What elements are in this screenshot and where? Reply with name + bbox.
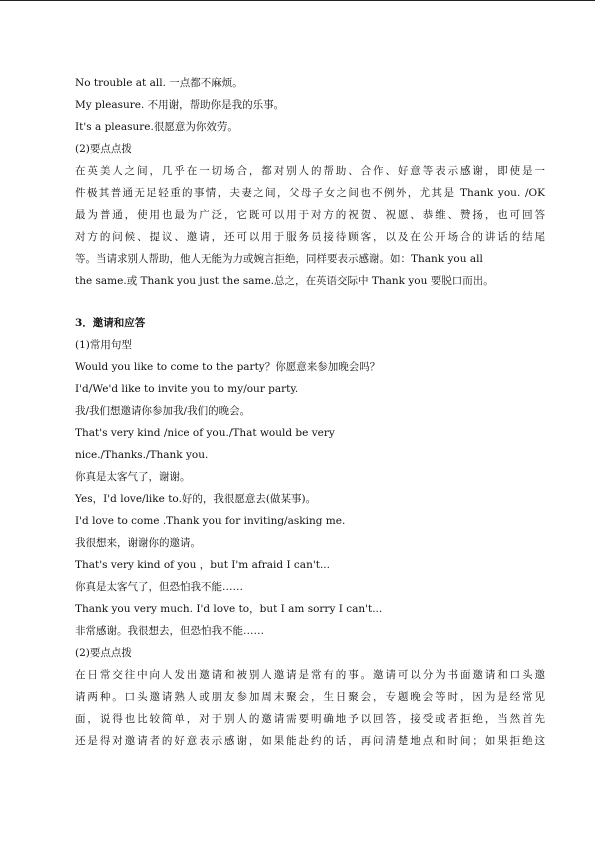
text-line: 非常感谢。我很想去，但恐怕我不能……: [75, 625, 264, 637]
text-line: That's very kind /nice of you./That would be very: [75, 427, 335, 439]
invitation-explanation-paragraph: [75, 664, 545, 752]
text-line: That's very kind of you ，but I'm afraid I can't...: [75, 559, 330, 571]
paragraph-line: 还是得对邀请者的好意表示感谢，如果能赴约的话，再问清楚地点和时间；如果拒绝这: [75, 735, 545, 747]
paragraph-line: 在英美人之间，几乎在一切场合，都对别人的帮助、合作、好意等表示感谢，即使是一: [75, 165, 545, 177]
thanks-phrases: [75, 72, 545, 160]
text-line: nice./Thanks./Thank you.: [75, 449, 209, 461]
invitation-phrases: [75, 334, 545, 664]
text-line: My pleasure. 不用谢，帮助你是我的乐事。: [75, 99, 285, 111]
paragraph-line: 在日常交往中向人发出邀请和被别人邀请是常有的事。邀请可以分为书面邀请和口头邀: [75, 669, 545, 681]
document-page: [75, 72, 545, 752]
page-top-rule: [0, 0, 595, 1]
thanks-explanation-paragraph: [75, 160, 545, 292]
text-line: Would you like to come to the party？你愿意来参加晚会吗？: [75, 361, 381, 373]
text-line: 我/我们想邀请你参加我/我们的晚会。: [75, 405, 251, 417]
paragraph-line: 等。当请求别人帮助，他人无能为力或婉言拒绝，同样要表示感谢。如：Thank you all: [75, 253, 483, 265]
text-line: Thank you very much. I'd love to，but I am sorry I can't...: [75, 603, 383, 615]
text-line: I'd/We'd like to invite you to my/our party.: [75, 383, 299, 395]
paragraph-line: 面，说得也比较简单，对于别人的邀请需要明确地予以回答，接受或者拒绝，当然首先: [75, 713, 545, 725]
paragraph-line: 件极其普通无足轻重的事情，夫妻之间，父母子女之间也不例外，尤其是 Thank you. /OK: [75, 187, 545, 199]
section-heading: 3．邀请和应答: [75, 317, 146, 329]
paragraph-line: 请两种。口头邀请熟人或朋友参加周末聚会，生日聚会，专题晚会等时，因为是经常见: [75, 691, 545, 703]
text-line: 你真是太客气了，但恐怕我不能……: [75, 581, 243, 593]
subheading-common-patterns: (1)常用句型: [75, 339, 132, 351]
paragraph-line: 最为普通，使用也最为广泛，它既可以用于对方的祝贺、祝愿、恭维、赞扬，也可回答: [75, 209, 545, 221]
text-line: 你真是太客气了，谢谢。: [75, 471, 191, 483]
text-line: It's a pleasure.很愿意为你效劳。: [75, 121, 238, 133]
paragraph-line: 对方的问候、提议、邀请，还可以用于服务员接待顾客，以及在公开场合的讲话的结尾: [75, 231, 545, 243]
subheading-key-points: (2)要点点拨: [75, 143, 132, 155]
paragraph-line: the same.或 Thank you just the same.总之，在英语交际中 Thank you 要脱口而出。: [75, 275, 494, 287]
text-line: 我很想来，谢谢你的邀请。: [75, 537, 201, 549]
text-line: Yes，I'd love/like to.好的，我很愿意去(做某事)。: [75, 493, 317, 505]
subheading-key-points: (2)要点点拨: [75, 647, 132, 659]
text-line: No trouble at all. 一点都不麻烦。: [75, 77, 243, 89]
text-line: I'd love to come .Thank you for inviting/asking me.: [75, 515, 346, 527]
